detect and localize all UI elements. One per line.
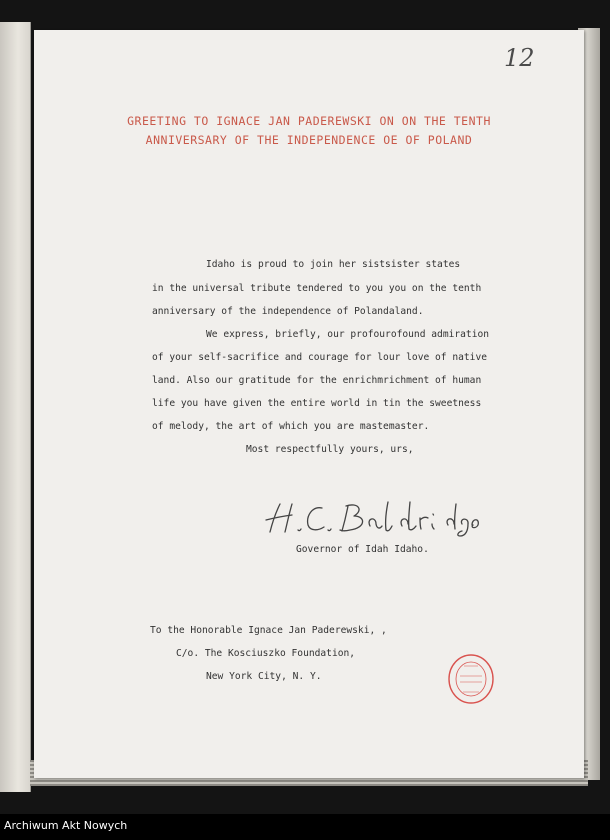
title-line: GREETING TO IGNACE JAN PADEREWSKI ON ON THE TENTH (127, 114, 491, 128)
body-line: We express, briefly, our profourofound admiration (206, 329, 490, 340)
address-line: To the Honorable Ignace Jan Paderewski, , (150, 625, 387, 636)
body-line: of your self-sacrifice and courage for lour love of native (152, 352, 488, 363)
address-line: New York City, N. Y. (206, 671, 322, 682)
body-line: in the universal tribute tendered to you you on the tenth (152, 283, 482, 294)
archive-label: Archiwum Akt Nowych (4, 819, 128, 832)
signer-title: Governor of Idah Idaho. (296, 544, 429, 555)
folio-number: 12 (504, 44, 535, 72)
body-line: land. Also our gratitude for the enrichmrichment of human (152, 375, 482, 386)
closing-line: Most respectfully yours, urs, (246, 444, 414, 455)
body-line: Idaho is proud to join her sistsister states (206, 259, 461, 270)
body-line: of melody, the art of which you are mastemaster. (152, 421, 430, 432)
body-line: life you have given the entire world in tin the sweetness (152, 398, 482, 409)
binder-left-edge (0, 22, 31, 792)
body-line: anniversary of the independence of Polandaland. (152, 306, 424, 317)
title-line: ANNIVERSARY OF THE INDEPENDENCE OE OF POLAND (145, 133, 473, 147)
archive-stamp (446, 652, 496, 706)
document-page (34, 30, 584, 778)
handwritten-signature (262, 498, 482, 538)
archive-footer (0, 814, 610, 840)
document-title (34, 112, 584, 150)
address-line: C/o. The Kosciuszko Foundation, (176, 648, 356, 659)
